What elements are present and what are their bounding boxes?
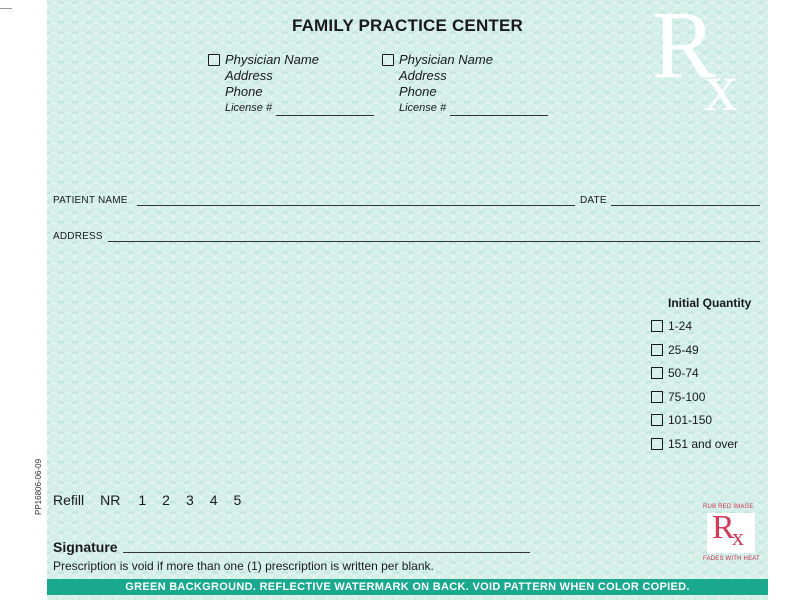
quantity-option-1[interactable]: 1-24 bbox=[651, 319, 692, 333]
physician-2-checkbox[interactable] bbox=[382, 54, 394, 66]
prescription-blank bbox=[47, 0, 768, 600]
quantity-option-2[interactable]: 25-49 bbox=[651, 343, 699, 357]
refill-label: Refill bbox=[53, 492, 85, 508]
refill-4[interactable]: 4 bbox=[209, 492, 218, 508]
rx-heat-icon: R x bbox=[707, 513, 755, 553]
address-label: ADDRESS bbox=[53, 231, 103, 242]
address-line[interactable] bbox=[108, 241, 760, 242]
quantity-checkbox[interactable] bbox=[651, 438, 663, 450]
signature-label: Signature bbox=[53, 539, 118, 555]
refill-row bbox=[53, 492, 257, 508]
physician-2-license: License # bbox=[399, 100, 548, 116]
quantity-checkbox[interactable] bbox=[651, 367, 663, 379]
physician-block-1 bbox=[225, 52, 374, 116]
quantity-option-5[interactable]: 101-150 bbox=[651, 413, 712, 427]
physician-1-phone: Phone bbox=[225, 84, 263, 99]
refill-5[interactable]: 5 bbox=[233, 492, 242, 508]
physician-block-2 bbox=[399, 52, 548, 116]
physician-1-checkbox[interactable] bbox=[208, 54, 220, 66]
refill-nr[interactable]: NR bbox=[100, 492, 121, 508]
quantity-checkbox[interactable] bbox=[651, 344, 663, 356]
refill-1[interactable]: 1 bbox=[138, 492, 147, 508]
clinic-title: FAMILY PRACTICE CENTER bbox=[291, 16, 524, 35]
refill-2[interactable]: 2 bbox=[162, 492, 170, 508]
date-line[interactable] bbox=[611, 205, 760, 206]
license-1-line[interactable] bbox=[276, 105, 374, 116]
rub-red-image-text: RUB RED IMAGE bbox=[703, 504, 754, 510]
patient-name-line[interactable] bbox=[137, 205, 575, 206]
signature-line[interactable] bbox=[123, 552, 530, 553]
quantity-checkbox[interactable] bbox=[651, 320, 663, 332]
fades-with-heat-text: FADES WITH HEAT bbox=[703, 556, 760, 562]
form-code: PP16806-06-09 bbox=[34, 458, 43, 515]
refill-3[interactable]: 3 bbox=[185, 492, 194, 508]
void-notice: Prescription is void if more than one (1) prescription is written per blank. bbox=[53, 559, 434, 573]
patient-name-label: PATIENT NAME bbox=[53, 195, 128, 206]
quantity-option-6[interactable]: 151 and over bbox=[651, 437, 738, 451]
physician-1-name: Physician Name bbox=[225, 52, 319, 67]
quantity-checkbox[interactable] bbox=[651, 391, 663, 403]
physician-1-address: Address bbox=[225, 68, 273, 83]
physician-2-address: Address bbox=[399, 68, 447, 83]
quantity-checkbox[interactable] bbox=[651, 414, 663, 426]
rx-watermark-icon: R x bbox=[652, 0, 738, 125]
license-2-line[interactable] bbox=[450, 105, 548, 116]
quantity-option-3[interactable]: 50-74 bbox=[651, 366, 699, 380]
corner-mark bbox=[0, 8, 12, 9]
quantity-option-4[interactable]: 75-100 bbox=[651, 390, 705, 404]
date-label: DATE bbox=[580, 195, 607, 206]
physician-2-name: Physician Name bbox=[399, 52, 493, 67]
security-footer: GREEN BACKGROUND. REFLECTIVE WATERMARK ON BACK. VOID PATTERN WHEN COLOR COPIED. bbox=[47, 579, 768, 595]
physician-1-license: License # bbox=[225, 100, 374, 116]
initial-quantity-title: Initial Quantity bbox=[668, 296, 752, 310]
physician-2-phone: Phone bbox=[399, 84, 437, 99]
